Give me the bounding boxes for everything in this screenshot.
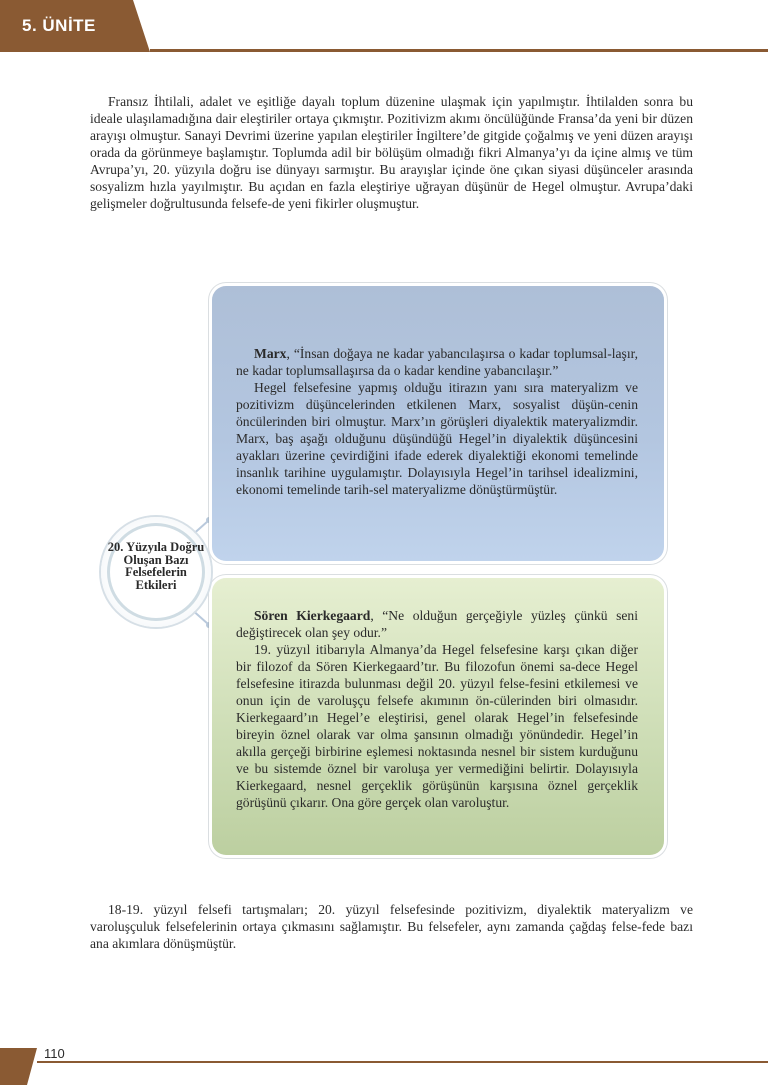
kierkegaard-quote-line	[236, 607, 638, 641]
marx-quote-line	[236, 345, 638, 379]
outro-paragraph: 18-19. yüzyıl felsefi tartışmaları; 20. yüzyıl felsefesinde pozitivizm, diyalektik materyalizm ve varoluşçuluk felsefelerinin ortaya çıkmasını sağlamıştır. Bu felsefeler, aynı zamanda çağdaş felse-fede bazı ana akımlara dönüşmüştür.	[90, 902, 693, 951]
page-number: 110	[44, 1046, 65, 1061]
concept-center-label: 20. Yüzyıla Doğru Oluşan Bazı Felsefelerin Etkileri	[107, 540, 205, 592]
marx-quote: , “İnsan doğaya ne kadar yabancılaşırsa o kadar toplumsal-laşır, ne kadar toplumsallaşırsa da o kadar kendine yabancılaşır.”	[236, 346, 638, 378]
marx-text	[236, 345, 638, 498]
kierkegaard-text	[236, 607, 638, 811]
unit-label: 5. ÜNİTE	[22, 16, 96, 35]
kierkegaard-body: 19. yüzyıl itibarıyla Almanya’da Hegel felsefesine karşı çıkan diğer bir filozof da Sören Kierkegaard’tır. Bu filozofun önemi sa-dece Hegel felsefesine itirazda bulunması değil 20. yüzyıl felse-fesini etkilemesi ve onun için de varoluşçu felsefe akımının ön-cülerinden biri olmasıdır. Kierkegaard’ın Hegel’e eleştirisi, genel olarak Hegel’in felsefesinde bireyin öznel olarak var olma şansının olmadığı yönündedir. Hegel’in akılla gerçeği birbirine eşlemesi noktasında nesnel bir sistem kurduğunu ve bu sistemde öznel bir varoluşa yer vermediğini belirtir. Dolayısıyla Kierkegaard, nesnel gerçeklik görüşünün karşısına öznel gerçeklik görüşünü çıkarır. Ona göre gerçek olan varoluştur.	[236, 642, 638, 810]
marx-name: Marx	[254, 346, 287, 361]
kierkegaard-name: Sören Kierkegaard	[254, 608, 371, 623]
intro-paragraph: Fransız İhtilali, adalet ve eşitliğe dayalı toplum düzenine ulaşmak için yapılmıştır. İhtilalden sonra bu ideale ulaşılamadığına dair eleştiriler ortaya çıkmıştır. Pozitivizm akımı öncülüğünde Fransa’da yeni bir düzen arayışı olmuştur. Sanayi Devrimi üzerine yapılan eleştiriler İngiltere’de gitgide çoğalmış ve yeni düzen arayışı orada da görünmeye başlamıştır. Toplumda adil bir bölüşüm olmadığı fikri Almanya’yı da içine almış ve tüm Avrupa’yı, 20. yüzyıla doğru ise dünyayı sarmıştır. Bu arayışlar içinde öne çıkan siyasi düşünceler arasında sosyalizm hızla yayılmıştır. Bu açıdan en fazla eleştiriye uğrayan düşünür de Hegel olmuştur. Avrupa’daki gelişmeler doğrultusunda felsefe-de yeni fikirler oluşmuştur.	[90, 94, 693, 211]
kierkegaard-quote: , “Ne olduğun gerçeğiyle yüzleş çünkü seni değiştirecek olan şey odur.”	[236, 608, 638, 640]
footer-rule	[37, 1061, 768, 1063]
marx-body: Hegel felsefesine yapmış olduğu itirazın yanı sıra materyalizm ve pozitivizm düşüncelerinden etkilenen Marx, sosyalist düşün-cenin öncülerinden biri olmuştur. Marx’ın görüşleri diyalektik materyalizmdir. Marx, baş aşağı olduğunu düşündüğü Hegel’in diyalektik düşüncesini ayakları üzerine çevirdiğini ifade ederek diyalektiği ekonomi temelinde insanlık tarihine uygulamıştır. Dolayısıyla Hegel’in tarihsel idealizmini, ekonomi temelinde tarih-sel materyalizme dönüştürmüştür.	[236, 380, 638, 497]
